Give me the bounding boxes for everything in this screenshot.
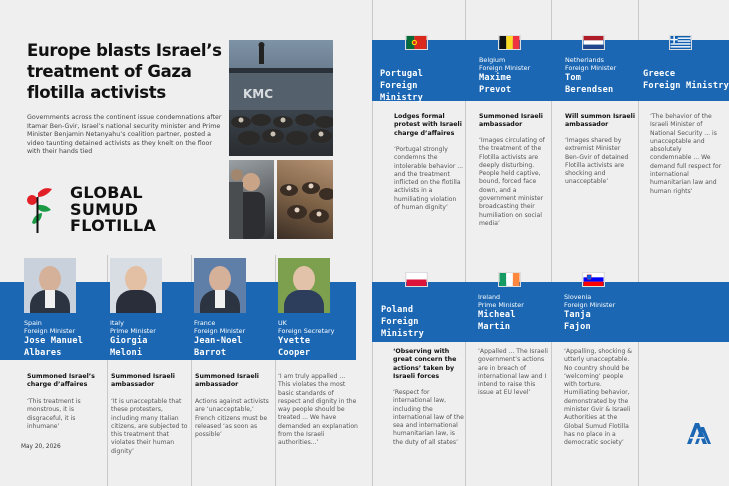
- portugal-quote: ‘Portugal strongly condemns the intolerable behavior ... and the treatment inflicted on the flotilla activists in a humiliating violation of human dignity’: [394, 146, 464, 212]
- ship-hull-text: KMC: [243, 87, 274, 101]
- meloni-portrait: [110, 258, 162, 313]
- slovenia-flag-icon: [582, 272, 605, 287]
- ireland-quote: ‘Appalled ... The Israeli government’s actions are in breach of international law and I intend to raise this issue at EU level’: [478, 348, 548, 397]
- slovenia-entry-header: [564, 293, 636, 333]
- entry-name: Tom Berendsen: [565, 73, 614, 95]
- entry-name: Jean-Noel Barrot: [194, 336, 243, 358]
- ireland-flag-icon: [498, 272, 521, 287]
- entry-name: Tanja Fajon: [564, 310, 591, 332]
- aa-agency-logo-icon: [686, 421, 712, 445]
- entry-country: Ireland: [478, 293, 501, 301]
- entry-name: Poland Foreign Ministry: [381, 305, 424, 339]
- italy-entry-header: [110, 319, 190, 359]
- netherlands-flag-icon: [582, 35, 605, 50]
- entry-name: Greece Foreign Ministry: [643, 69, 729, 91]
- entry-country: Italy: [110, 319, 124, 327]
- netherlands-quote: ‘Images shared by extremist Minister Ben-Gvir of detained Flotilla activists are shocking and unacceptable’: [565, 137, 629, 186]
- kneeling-activists-photo: [277, 160, 333, 239]
- portugal-entry-header: [380, 68, 464, 104]
- entry-name: Yvette Cooper: [278, 336, 311, 358]
- intro-text: Governments across the continent issue condemnations after Itamar Ben-Gvir, Israel’s national security minister and Prime Minister Benjamin Netanyahu’s coalition partner, posted a video taunting detained activists as they knelt on the floor with their hands tied: [27, 114, 222, 156]
- entry-country: UK: [278, 319, 287, 327]
- entry-name: Jose Manuel Albares: [24, 336, 84, 358]
- entry-country: Belgium: [479, 56, 506, 64]
- italy-quote: ‘It is unacceptable that these protesters, including many Italian citizens, are subjected to this treatment that violates their human dignity’: [111, 398, 188, 455]
- netherlands-entry-header: [565, 56, 635, 96]
- flotilla-logo-text: [70, 185, 156, 235]
- entry-role: Foreign Secretary: [278, 327, 335, 335]
- spain-entry-header: [24, 319, 106, 359]
- ireland-entry-header: [478, 293, 550, 333]
- portugal-action: Lodges formal protest with Israeli charge d’affaires: [394, 113, 462, 137]
- uk-quote: ‘I am truly appalled ... This violates the most basic standards of respect and dignity in the way people should be treated ... We have demanded an explanation from the Israeli authorities...’: [278, 373, 358, 447]
- barrot-portrait: [194, 258, 246, 313]
- italy-action: Summoned Israeli ambassador: [111, 373, 175, 389]
- entry-role: Foreign Minister: [565, 64, 617, 72]
- detained-activist-photo: [229, 160, 274, 239]
- france-entry-header: [194, 319, 274, 359]
- netherlands-action: Will summon Israeli ambassador: [565, 113, 636, 129]
- france-quote: Actions against activists are ‘unacceptable,’ French citizens must be released ‘as soon as possible’: [195, 398, 269, 439]
- entry-country: Slovenia: [564, 293, 592, 301]
- spain-action: Summoned Israel’s charge d’affaires: [27, 373, 95, 389]
- belgium-entry-header: [479, 56, 549, 96]
- poland-action: ‘Observing with great concern the actions’ taken by Israeli forces: [393, 348, 457, 380]
- poland-entry-header: [381, 304, 465, 340]
- entry-name: Giorgia Meloni: [110, 336, 148, 358]
- entry-role: Foreign Minister: [194, 327, 246, 335]
- page-title: Europe blasts Israel’s treatment of Gaza flotilla activists: [27, 41, 222, 102]
- entry-name: Micheal Martin: [478, 310, 516, 332]
- greece-entry-header: [643, 68, 729, 92]
- entry-name: Portugal Foreign Ministry: [380, 69, 423, 103]
- entry-name: Maxime Prevot: [479, 73, 512, 95]
- greece-flag-icon: [669, 35, 692, 50]
- entry-role: Foreign Minister: [479, 64, 531, 72]
- cooper-portrait: [278, 258, 330, 313]
- entry-country: France: [194, 319, 216, 327]
- entry-country: Netherlands: [565, 56, 604, 64]
- greece-quote: ‘The behavior of the Israeli Minister of National Security ... is unacceptable and absolutely condemnable ... We demand full respect for international humanitarian law and human rights’: [650, 113, 722, 195]
- spain-quote: ‘This treatment is monstrous, it is disgraceful, it is inhumane’: [27, 398, 81, 430]
- logo-line-3: FLOTILLA: [70, 216, 157, 235]
- logo-line-1: GLOBAL: [70, 183, 143, 202]
- entry-role: Foreign Minister: [564, 301, 616, 309]
- entry-role: Foreign Minister: [24, 327, 76, 335]
- albares-portrait: [24, 258, 76, 313]
- entry-country: Spain: [24, 319, 42, 327]
- publish-date: May 20, 2026: [21, 444, 61, 450]
- poland-quote: ‘Respect for international law, including the international law of the sea and international humanitarian law, is the duty of all states’: [393, 389, 464, 446]
- poland-flag-icon: [405, 272, 428, 287]
- slovenia-quote: ‘Appalling, shocking & utterly unacceptable. No country should be ‘welcoming’ people with torture. Humiliating behavior, demonstrated by the minister Gvir & Israeli Authorities at the Global Sumud Flotilla has no place in a democratic society’: [564, 348, 633, 447]
- entry-role: Prime Minister: [110, 327, 156, 335]
- france-action: Summoned Israeli ambassador: [195, 373, 259, 389]
- belgium-action: Summoned Israeli ambassador: [479, 113, 543, 129]
- belgium-quote: ‘Images circulating of the treatment of the Flotilla activists are deeply disturbing. People held captive, bound, forced face down, and a government minister broadcasting their humiliation on social media’: [479, 137, 545, 227]
- ship-photo: [229, 40, 333, 156]
- portugal-flag-icon: [405, 35, 428, 50]
- entry-role: Prime Minister: [478, 301, 524, 309]
- belgium-flag-icon: [498, 35, 521, 50]
- logo-line-2: SUMUD: [70, 199, 139, 219]
- uk-entry-header: [278, 319, 356, 359]
